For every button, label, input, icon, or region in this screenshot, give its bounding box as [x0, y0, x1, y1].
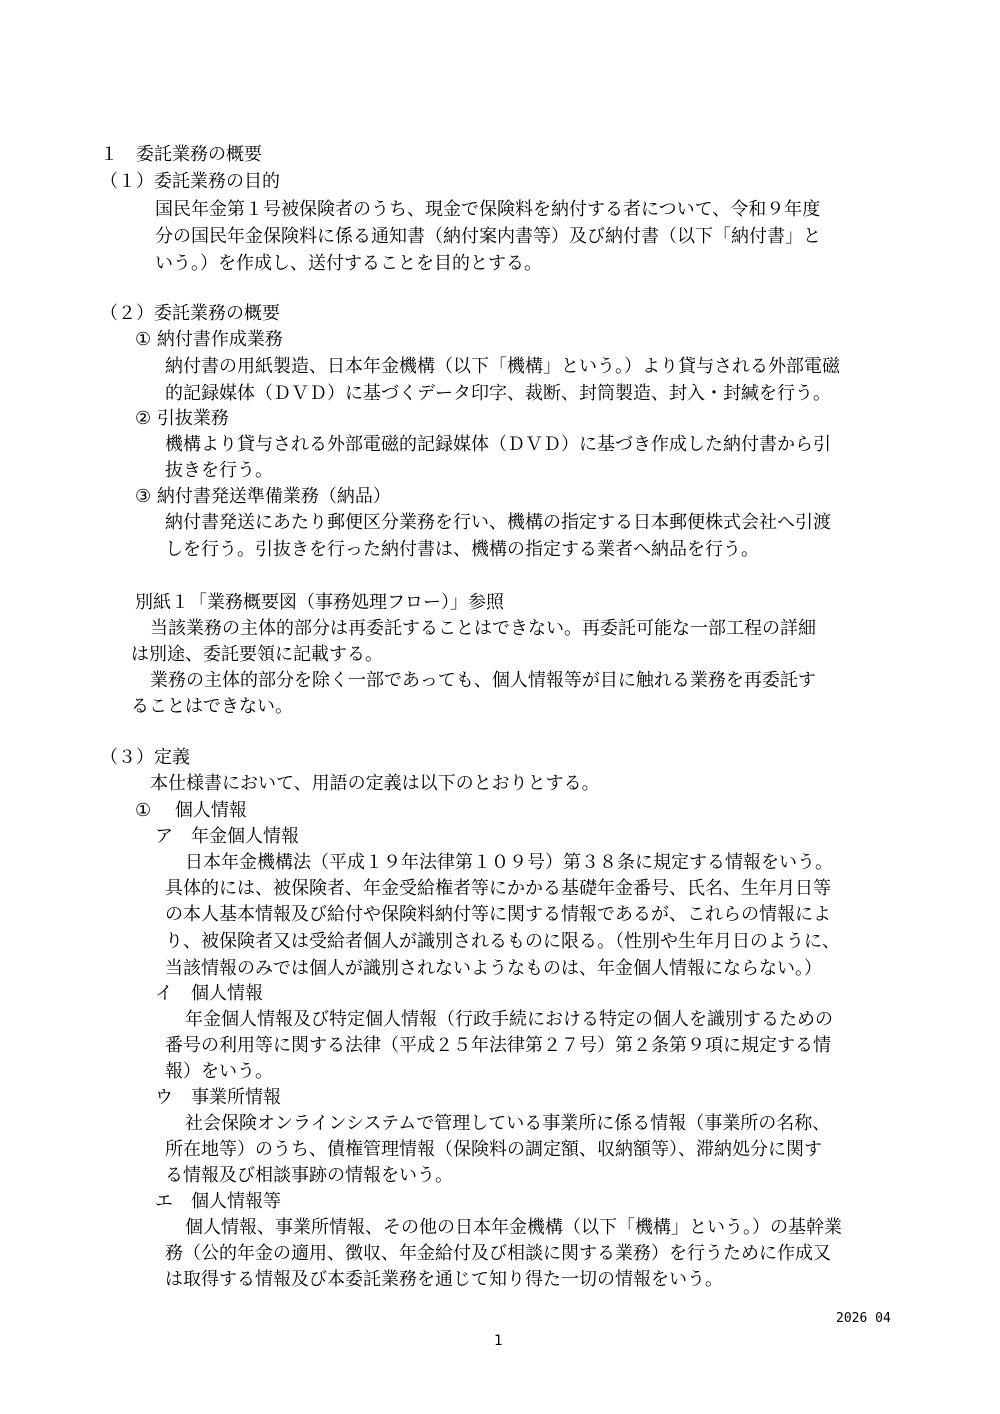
definition-line: 具体的には、被保険者、年金受給権者等にかかる基礎年金番号、氏名、生年月日等	[165, 878, 831, 899]
subcontract-paragraph-line: 業務の主体的部分を除く一部であっても、個人情報等が目に触れる業務を再委託す	[150, 670, 816, 691]
definition-line: は取得する情報及び本委託業務を通じて知り得た一切の情報をいう。	[165, 1269, 723, 1290]
definition-line: 所在地等）のうち、債権管理情報（保険料の調定額、収納額等）、滞納処分に関す	[165, 1139, 822, 1160]
overview-item-title: ③ 納付書発送準備業務（納品）	[135, 486, 391, 507]
overview-item-line: 抜きを行う。	[165, 460, 273, 481]
overview-item-line: しを行う。引抜きを行った納付書は、機構の指定する業者へ納品を行う。	[165, 539, 759, 560]
definition-title: エ 個人情報等	[155, 1191, 281, 1212]
subsection-heading-purpose: （１）委託業務の目的	[100, 171, 280, 192]
definition-line: 社会保険オンラインシステムで管理している事業所に係る情報（事業所の名称、	[185, 1113, 831, 1134]
overview-item-line: 的記録媒体（ＤＶＤ）に基づくデータ印字、裁断、封筒製造、封入・封緘を行う。	[165, 383, 831, 404]
purpose-line: 分の国民年金保険料に係る通知書（納付案内書等）及び納付書（以下「納付書」と	[155, 226, 821, 247]
purpose-line: いう。）を作成し、送付することを目的とする。	[155, 253, 542, 274]
overview-item-line: 機構より貸与される外部電磁的記録媒体（ＤＶＤ）に基づき作成した納付書から引	[165, 434, 831, 455]
definition-line: の本人基本情報及び給付や保険料納付等に関する情報であるが、これらの情報によ	[165, 904, 831, 925]
definition-line: 番号の利用等に関する法律（平成２５年法律第２７号）第２条第９項に規定する情	[165, 1035, 831, 1056]
definition-line: り、被保険者又は受給者個人が識別されるものに限る。（性別や生年月日のように、	[165, 931, 840, 952]
definition-title: イ 個人情報	[155, 983, 263, 1004]
section-heading-text: １ 委託業務の概要	[100, 144, 262, 165]
definitions-intro: 本仕様書において、用語の定義は以下のとおりとする。	[150, 773, 600, 794]
subsection-heading-definitions: （３）定義	[100, 747, 190, 768]
footer-date: 2026 04	[836, 1311, 891, 1326]
page-number: 1	[494, 1333, 503, 1349]
section-heading	[100, 143, 262, 167]
overview-item-line: 納付書の用紙製造、日本年金機構（以下「機構」という。）より貸与される外部電磁	[165, 356, 840, 377]
definition-title: ウ 事業所情報	[155, 1087, 281, 1108]
definition-line: 年金個人情報及び特定個人情報（行政手続における特定の個人を識別するための	[185, 1009, 833, 1030]
subcontract-paragraph-line: ることはできない。	[131, 696, 293, 717]
overview-item-title: ① 納付書作成業務	[135, 329, 283, 350]
reference-note: 別紙１「業務概要図（事務処理フロー）」参照	[135, 592, 504, 613]
purpose-line: 国民年金第１号被保険者のうち、現金で保険料を納付する者について、令和９年度	[155, 199, 821, 220]
overview-item-line: 納付書発送にあたり郵便区分業務を行い、機構の指定する日本郵便株式会社へ引渡	[165, 512, 831, 533]
subcontract-paragraph-line: は別途、委託要領に記載する。	[131, 644, 383, 665]
overview-item-title: ② 引抜業務	[135, 408, 229, 429]
definitions-item-title: ① 個人情報	[135, 800, 247, 821]
definition-line: 務（公的年金の適用、徴収、年金給付及び相談に関する業務）を行うために作成又	[165, 1243, 831, 1264]
definition-title: ア 年金個人情報	[155, 826, 299, 847]
subsection-heading-overview: （２）委託業務の概要	[100, 303, 280, 324]
definition-line: 日本年金機構法（平成１９年法律第１０９号）第３８条に規定する情報をいう。	[185, 852, 833, 873]
definition-line: 当該情報のみでは個人が識別されないようなものは、年金個人情報にならない。）	[165, 958, 822, 979]
definition-line: 報）をいう。	[165, 1061, 273, 1082]
definition-line: 個人情報、事業所情報、その他の日本年金機構（以下「機構」という。）の基幹業	[185, 1217, 842, 1238]
subcontract-paragraph-line: 当該業務の主体的部分は再委託することはできない。再委託可能な一部工程の詳細	[150, 618, 816, 639]
definition-line: る情報及び相談事跡の情報をいう。	[165, 1165, 453, 1186]
